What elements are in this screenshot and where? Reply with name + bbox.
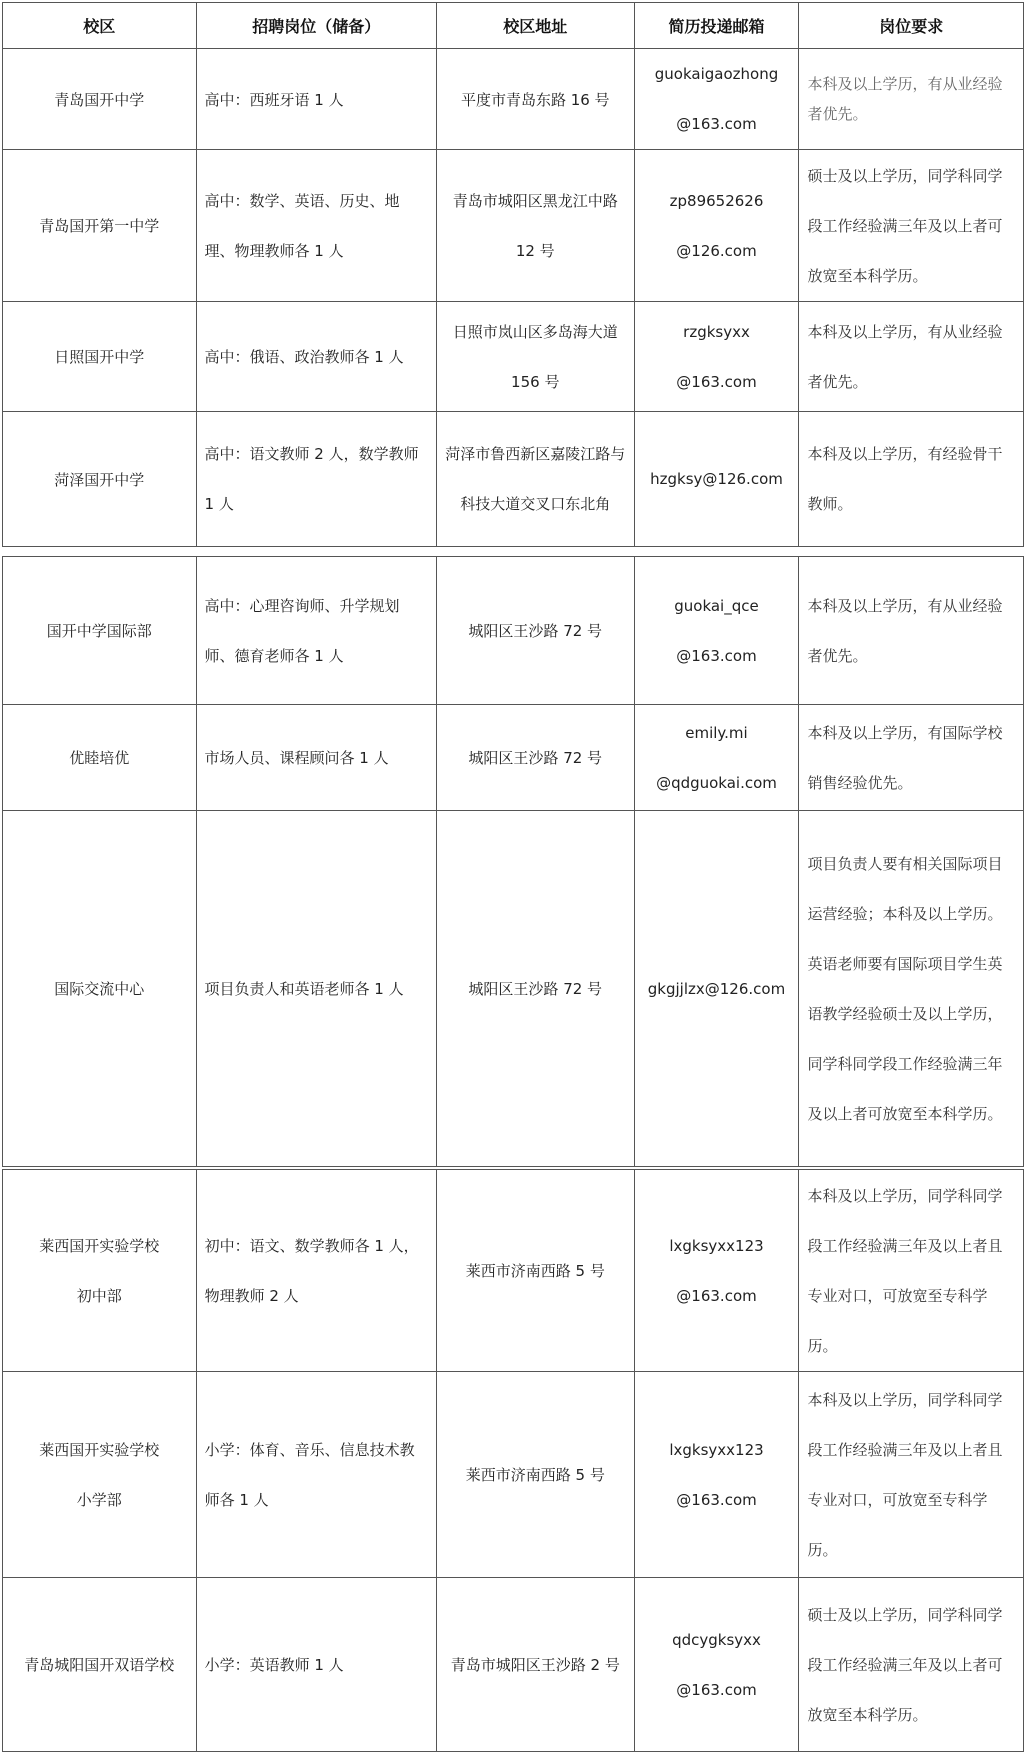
email-line: guokai_qce — [674, 596, 759, 615]
email-line: lxgksyxx123 — [669, 1236, 764, 1255]
positions-cell: 小学：英语教师 1 人 — [196, 1578, 436, 1752]
header-campus: 校区 — [3, 3, 197, 49]
address-cell: 城阳区王沙路 72 号 — [436, 557, 634, 705]
table-row — [3, 412, 1024, 547]
email-line: hzgksy@126.com — [650, 470, 783, 488]
requirement-cell: 硕士及以上学历，同学科同学段工作经验满三年及以上者可放宽至本科学历。 — [799, 150, 1024, 302]
positions-cell: 项目负责人和英语老师各 1 人 — [196, 811, 436, 1167]
email-cell — [634, 811, 799, 1167]
email-cell — [634, 557, 799, 705]
email-cell — [634, 302, 799, 412]
email-line: rzgksyxx — [683, 322, 750, 341]
address-cell: 城阳区王沙路 72 号 — [436, 705, 634, 811]
email-cell — [634, 150, 799, 302]
positions-cell: 小学：体育、音乐、信息技术教师各 1 人 — [196, 1372, 436, 1578]
email-cell — [634, 49, 799, 150]
campus-line: 莱西国开实验学校 — [39, 1236, 160, 1255]
email-line: @163.com — [676, 1286, 757, 1305]
recruitment-table-part-3 — [2, 1169, 1024, 1752]
header-positions: 招聘岗位（储备） — [196, 3, 436, 49]
email-line: @163.com — [676, 372, 757, 391]
table-row — [3, 1372, 1024, 1578]
positions-cell: 市场人员、课程顾问各 1 人 — [196, 705, 436, 811]
requirement-cell: 项目负责人要有相关国际项目运营经验；本科及以上学历。英语老师要有国际项目学生英语教学经验硕士及以上学历，同学科同学段工作经验满三年及以上者可放宽至本科学历。 — [799, 811, 1024, 1167]
table-row — [3, 302, 1024, 412]
address-cell: 青岛市城阳区王沙路 2 号 — [437, 1578, 635, 1752]
requirement-cell: 本科及以上学历，有从业经验者优先。 — [799, 302, 1024, 412]
email-cell — [634, 1578, 799, 1752]
recruitment-table-part-2 — [2, 556, 1024, 1167]
header-email: 简历投递邮箱 — [634, 3, 799, 49]
header-requirement: 岗位要求 — [799, 3, 1024, 49]
campus-cell: 优睦培优 — [3, 705, 197, 811]
table-row — [3, 49, 1024, 150]
campus-cell: 青岛国开中学 — [3, 49, 197, 150]
email-line: @126.com — [676, 241, 757, 260]
requirement-cell: 本科及以上学历，有从业经验者优先。 — [799, 49, 1024, 150]
campus-cell: 青岛城阳国开双语学校 — [3, 1578, 197, 1752]
campus-cell: 青岛国开第一中学 — [3, 150, 197, 302]
address-cell: 莱西市济南西路 5 号 — [437, 1170, 635, 1372]
campus-line: 初中部 — [76, 1286, 122, 1305]
positions-cell: 高中：心理咨询师、升学规划师、德育老师各 1 人 — [196, 557, 436, 705]
email-line: emily.mi — [685, 723, 748, 742]
email-line: qdcygksyxx — [672, 1630, 761, 1649]
email-line: guokaigaozhong — [654, 65, 779, 83]
requirement-cell: 本科及以上学历，有经验骨干教师。 — [799, 412, 1024, 547]
email-cell — [634, 412, 799, 547]
positions-cell: 高中：数学、英语、历史、地理、物理教师各 1 人 — [196, 150, 436, 302]
requirement-cell: 本科及以上学历，有从业经验者优先。 — [799, 557, 1024, 705]
campus-line: 莱西国开实验学校 — [39, 1440, 160, 1459]
address-cell: 莱西市济南西路 5 号 — [437, 1372, 635, 1578]
requirement-cell: 硕士及以上学历，同学科同学段工作经验满三年及以上者可放宽至本科学历。 — [799, 1578, 1024, 1752]
campus-cell: 日照国开中学 — [3, 302, 197, 412]
email-line: lxgksyxx123 — [669, 1440, 764, 1459]
email-cell — [634, 1170, 799, 1372]
address-cell: 日照市岚山区多岛海大道 156 号 — [436, 302, 634, 412]
positions-cell: 高中：语文教师 2 人，数学教师 1 人 — [196, 412, 436, 547]
requirement-cell: 本科及以上学历，同学科同学段工作经验满三年及以上者且专业对口，可放宽至专科学历。 — [799, 1372, 1024, 1578]
requirement-cell: 本科及以上学历，同学科同学段工作经验满三年及以上者且专业对口，可放宽至专科学历。 — [799, 1170, 1024, 1372]
campus-line: 小学部 — [76, 1490, 122, 1509]
campus-cell: 国际交流中心 — [3, 811, 197, 1167]
table-header-row — [3, 3, 1024, 49]
header-address: 校区地址 — [436, 3, 634, 49]
positions-cell: 高中：西班牙语 1 人 — [196, 49, 436, 150]
recruitment-table-part-1 — [2, 2, 1024, 547]
email-line: @163.com — [676, 115, 757, 133]
email-line: @163.com — [676, 1680, 757, 1699]
email-line: zp89652626 — [669, 191, 764, 210]
address-cell: 青岛市城阳区黑龙江中路 12 号 — [436, 150, 634, 302]
address-cell: 平度市青岛东路 16 号 — [436, 49, 634, 150]
positions-cell: 高中：俄语、政治教师各 1 人 — [196, 302, 436, 412]
requirement-cell: 本科及以上学历，有国际学校销售经验优先。 — [799, 705, 1024, 811]
campus-cell — [3, 1372, 197, 1578]
campus-cell — [3, 1170, 197, 1372]
email-line: @163.com — [676, 1490, 757, 1509]
email-line: @163.com — [676, 646, 757, 665]
email-line: @qdguokai.com — [656, 773, 777, 792]
address-cell: 菏泽市鲁西新区嘉陵江路与科技大道交叉口东北角 — [436, 412, 634, 547]
email-cell — [634, 705, 799, 811]
table-row — [3, 1170, 1024, 1372]
table-row — [3, 1578, 1024, 1752]
table-row — [3, 705, 1024, 811]
campus-cell: 国开中学国际部 — [3, 557, 197, 705]
table-row — [3, 150, 1024, 302]
email-line: gkgjjlzx@126.com — [647, 979, 786, 998]
email-cell — [634, 1372, 799, 1578]
table-row — [3, 811, 1024, 1167]
positions-cell: 初中：语文、数学教师各 1 人，物理教师 2 人 — [196, 1170, 436, 1372]
table-row — [3, 557, 1024, 705]
campus-cell: 菏泽国开中学 — [3, 412, 197, 547]
address-cell: 城阳区王沙路 72 号 — [436, 811, 634, 1167]
